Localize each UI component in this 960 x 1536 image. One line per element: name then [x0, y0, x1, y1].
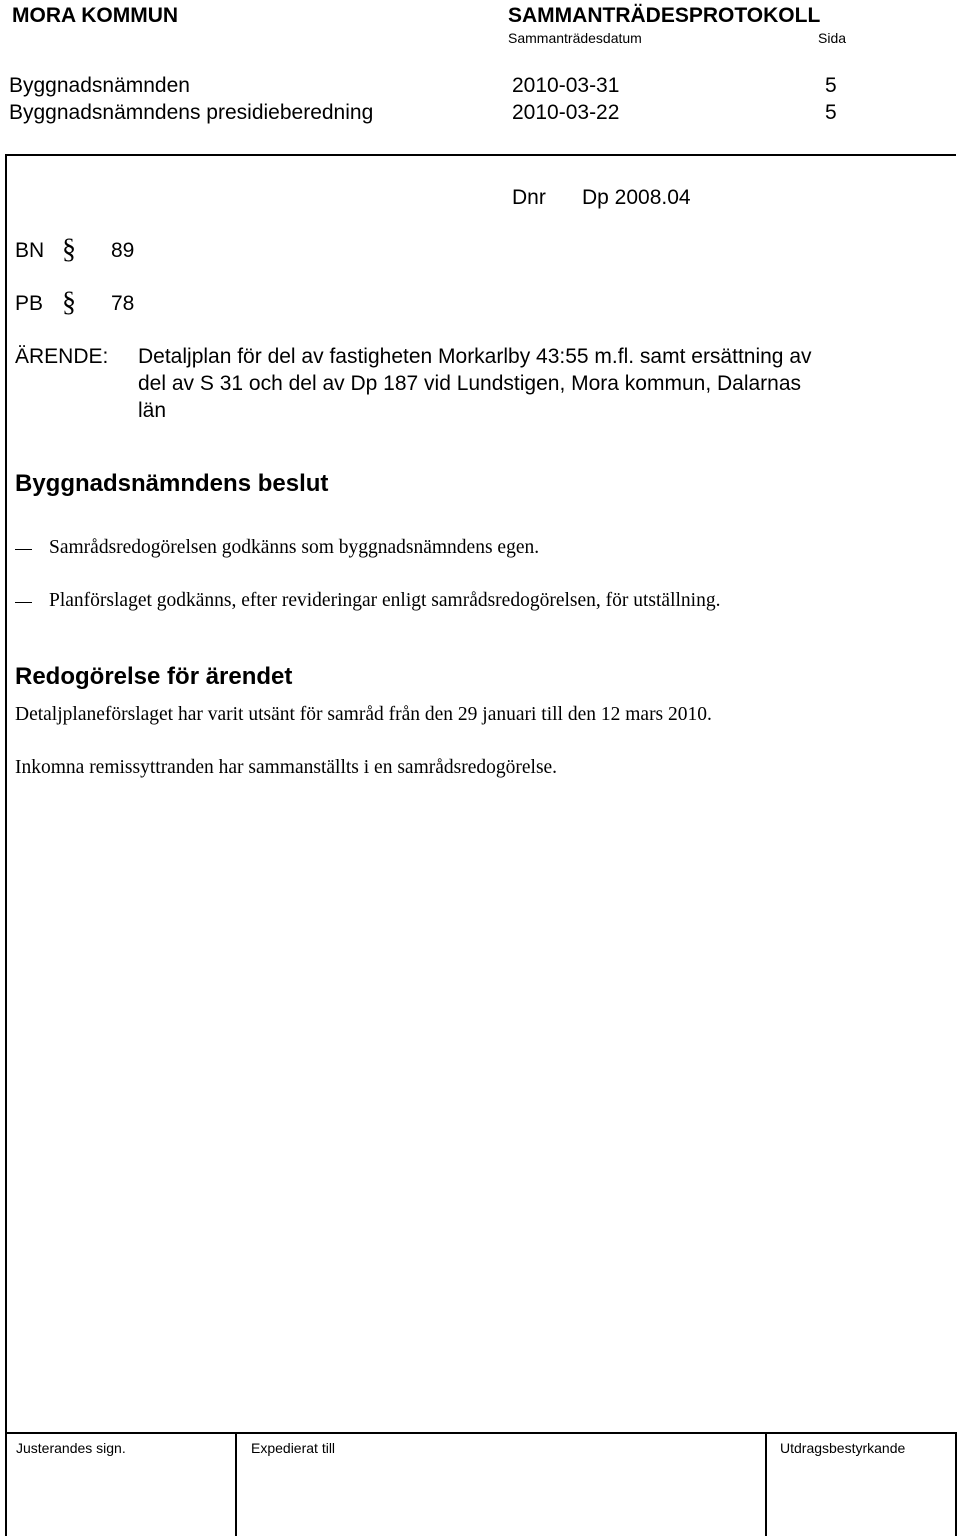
dash-bullet	[15, 602, 32, 603]
dnr-label: Dnr	[512, 186, 546, 209]
decision-item: Samrådsredogörelsen godkänns som byggnadsnämndens egen.	[49, 537, 540, 558]
dnr-value: Dp 2008.04	[582, 186, 691, 209]
footer-signature-label: Justerandes sign.	[16, 1440, 126, 1456]
committee-page: 5	[825, 101, 837, 124]
bn-number: 89	[111, 239, 135, 262]
page-label: Sida	[818, 30, 847, 46]
dash-bullet	[15, 549, 32, 550]
report-paragraph: Detaljplaneförslaget har varit utsänt för samråd från den 29 januari till den 12 mars 2010.	[15, 704, 712, 725]
pb-number: 78	[111, 292, 135, 315]
arende-line: del av S 31 och del av Dp 187 vid Lundstigen, Mora kommun, Dalarnas	[138, 372, 802, 395]
bn-label: BN	[15, 239, 45, 262]
footer-cell-border	[235, 1432, 237, 1536]
footer-dispatched-label: Expedierat till	[251, 1440, 336, 1456]
committee-page: 5	[825, 74, 837, 97]
section-symbol: §	[62, 287, 76, 318]
footer-divider	[5, 1432, 957, 1434]
organization-name: MORA KOMMUN	[12, 4, 179, 27]
meeting-date-label: Sammanträdesdatum	[508, 30, 642, 46]
committee-date: 2010-03-31	[512, 74, 620, 97]
report-heading: Redogörelse för ärendet	[15, 663, 293, 690]
footer-cell-border	[765, 1432, 767, 1536]
committee-name: Byggnadsnämndens presidieberedning	[9, 101, 374, 124]
arende-label: ÄRENDE:	[15, 345, 109, 368]
footer-certified-label: Utdragsbestyrkande	[780, 1440, 906, 1456]
decision-heading: Byggnadsnämndens beslut	[15, 470, 329, 497]
report-paragraph: Inkomna remissyttranden har sammanställts i en samrådsredogörelse.	[15, 757, 558, 778]
document-type: SAMMANTRÄDESPROTOKOLL	[508, 4, 821, 27]
committee-date: 2010-03-22	[512, 101, 620, 124]
section-symbol: §	[62, 234, 76, 265]
arende-line: län	[138, 399, 167, 422]
pb-label: PB	[15, 292, 44, 315]
committee-name: Byggnadsnämnden	[9, 74, 190, 97]
arende-line: Detaljplan för del av fastigheten Morkarlby 43:55 m.fl. samt ersättning av	[138, 345, 812, 368]
decision-item: Planförslaget godkänns, efter revideringar enligt samrådsredogörelsen, för utställning.	[49, 590, 721, 611]
footer-cell-border	[955, 1432, 957, 1536]
footer-cell-border	[5, 1432, 7, 1536]
